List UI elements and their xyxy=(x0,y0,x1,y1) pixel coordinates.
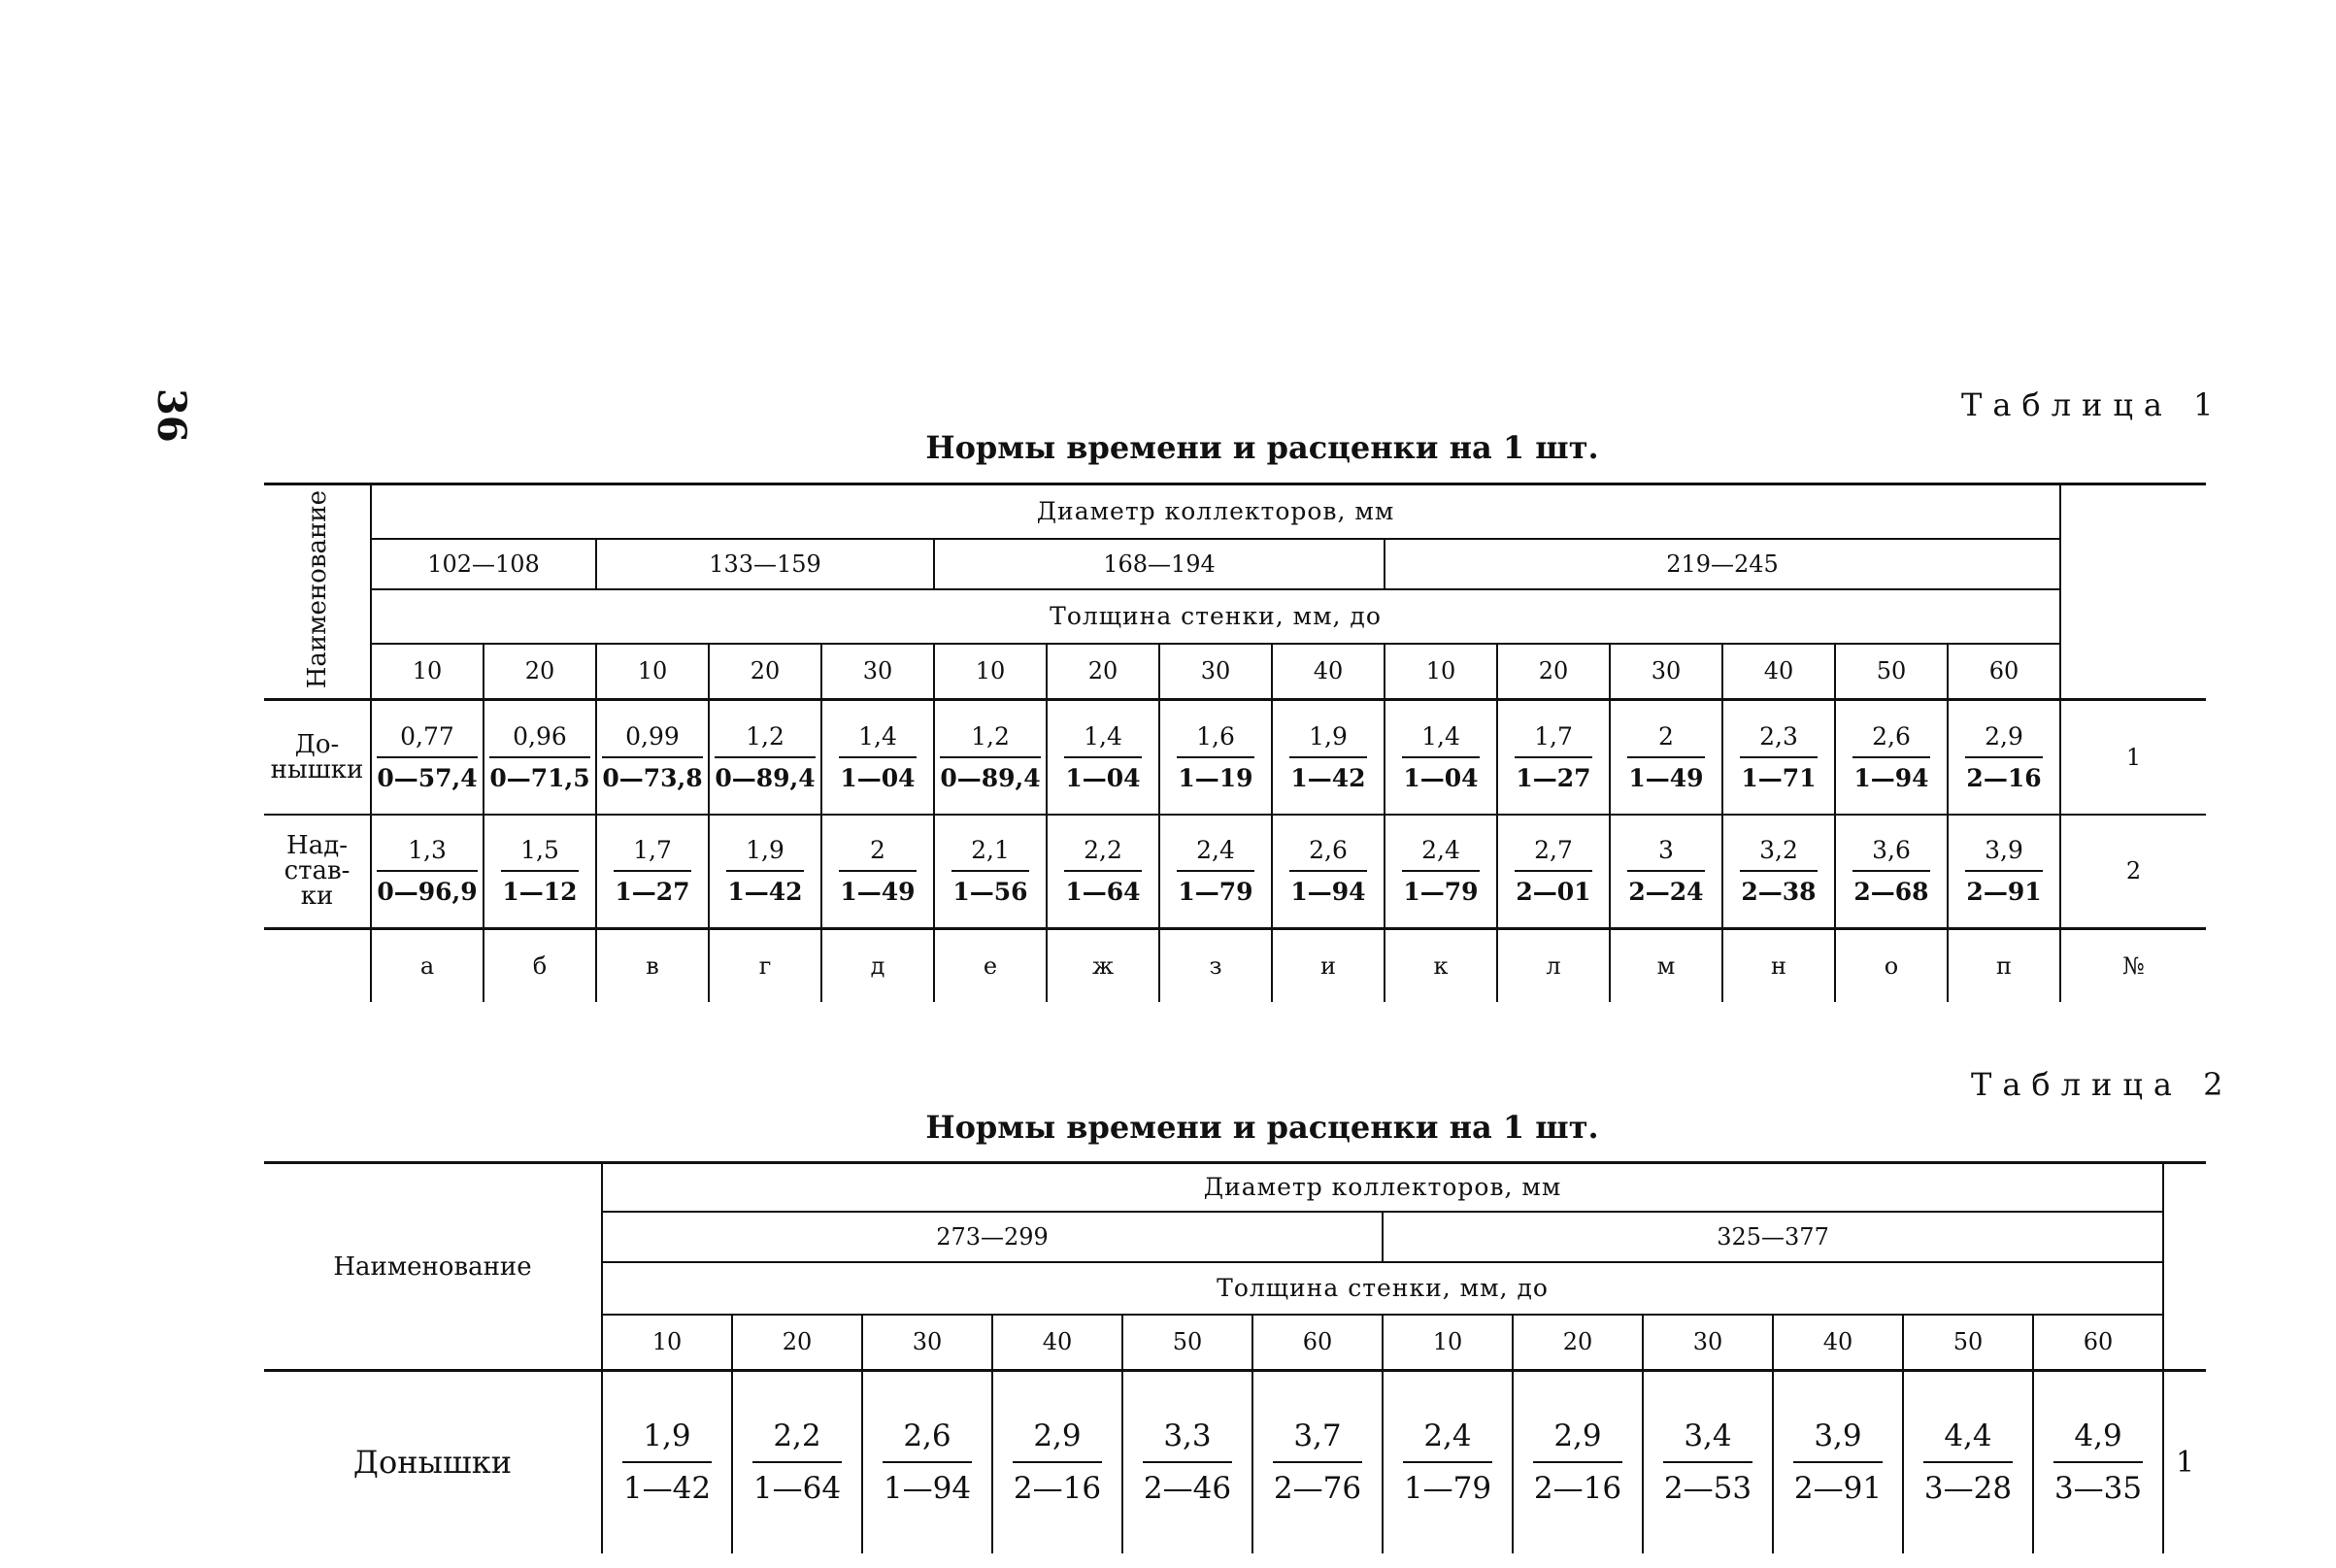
thickness-cell: 40 xyxy=(992,1315,1122,1371)
row-number: 2 xyxy=(2060,815,2206,929)
value-cell xyxy=(596,700,709,815)
value-cell xyxy=(1272,815,1385,929)
norm-rate-fraction xyxy=(377,722,477,792)
thickness-cell: 50 xyxy=(1835,644,1948,700)
time-norm: 1,2 xyxy=(715,722,815,758)
norm-rate-fraction xyxy=(1923,1418,2013,1506)
wall-thickness-header: Толщина стенки, мм, до xyxy=(371,589,2060,644)
norm-rate-fraction xyxy=(614,836,691,906)
column-letter: н xyxy=(1722,929,1835,1002)
value-cell xyxy=(821,815,934,929)
name-column-header: Наименование xyxy=(264,1163,602,1371)
time-norm: 2,4 xyxy=(1402,836,1480,872)
rate-price: 0—96,9 xyxy=(377,878,478,907)
rate-price: 2—16 xyxy=(1533,1471,1622,1507)
column-letter: п xyxy=(1948,929,2060,1002)
row-name: Донышки xyxy=(264,1371,602,1553)
norm-rate-fraction xyxy=(1402,836,1480,906)
column-letter: б xyxy=(484,929,596,1002)
thickness-cell: 30 xyxy=(821,644,934,700)
time-norm: 2,6 xyxy=(1852,722,1930,758)
value-cell xyxy=(1122,1371,1252,1553)
letters-spacer xyxy=(264,929,371,1002)
time-norm: 1,9 xyxy=(622,1418,712,1463)
value-cell xyxy=(709,700,821,815)
value-cell xyxy=(934,815,1047,929)
value-cell xyxy=(1252,1371,1383,1553)
norm-rate-fraction xyxy=(1515,722,1592,792)
value-cell xyxy=(1948,700,2060,815)
rate-price: 2—91 xyxy=(1793,1471,1883,1507)
number-symbol: № xyxy=(2060,929,2206,1002)
table1-title: Нормы времени и расценки на 1 шт. xyxy=(925,429,1599,466)
time-norm: 4,4 xyxy=(1923,1418,2013,1463)
time-norm: 3,6 xyxy=(1852,836,1930,872)
value-cell xyxy=(992,1371,1122,1553)
value-cell xyxy=(484,815,596,929)
rate-price: 0—89,4 xyxy=(715,763,816,792)
time-norm: 1,5 xyxy=(501,836,579,872)
norm-rate-fraction xyxy=(839,722,917,792)
norm-rate-fraction xyxy=(1852,836,1930,906)
norm-rate-fraction xyxy=(883,1418,972,1506)
rate-price: 1—04 xyxy=(840,763,916,792)
value-cell xyxy=(1643,1371,1773,1553)
column-letter: г xyxy=(709,929,821,1002)
table1 xyxy=(264,483,2206,1002)
rate-price: 1—79 xyxy=(1403,878,1479,907)
table2-label: Таблица 2 xyxy=(1971,1066,2234,1103)
norm-rate-fraction xyxy=(1965,836,2043,906)
time-norm: 1,4 xyxy=(839,722,917,758)
wall-thickness-header: Толщина стенки, мм, до xyxy=(602,1262,2163,1315)
norm-rate-fraction xyxy=(1627,722,1705,792)
norm-rate-fraction xyxy=(602,722,702,792)
value-cell xyxy=(1383,1371,1513,1553)
norm-rate-fraction xyxy=(839,836,917,906)
page-number: 36 xyxy=(149,388,194,443)
rate-price: 1—42 xyxy=(622,1471,712,1507)
thickness-cell: 30 xyxy=(1610,644,1722,700)
value-cell xyxy=(1513,1371,1643,1553)
value-cell xyxy=(821,700,934,815)
rate-price: 2—91 xyxy=(1966,878,2042,907)
thickness-cell: 50 xyxy=(1903,1315,2033,1371)
norm-rate-fraction xyxy=(715,722,815,792)
rate-price: 1—27 xyxy=(615,878,690,907)
norm-rate-fraction xyxy=(1064,836,1142,906)
rate-price: 2—68 xyxy=(1853,878,1929,907)
norm-rate-fraction xyxy=(1852,722,1930,792)
time-norm: 2,6 xyxy=(883,1418,972,1463)
norm-rate-fraction xyxy=(501,836,579,906)
value-cell xyxy=(371,815,484,929)
time-norm: 2,2 xyxy=(752,1418,842,1463)
rate-price: 1—04 xyxy=(1065,763,1141,792)
value-cell xyxy=(1835,700,1948,815)
norm-rate-fraction xyxy=(1740,722,1818,792)
value-cell xyxy=(484,700,596,815)
norm-rate-fraction xyxy=(1533,1418,1622,1506)
time-norm: 1,7 xyxy=(1515,722,1592,758)
thickness-cell: 20 xyxy=(1513,1315,1643,1371)
row-name: До- нышки xyxy=(264,700,371,815)
column-letter: з xyxy=(1159,929,1272,1002)
time-norm: 1,9 xyxy=(1289,722,1367,758)
column-letter: к xyxy=(1385,929,1497,1002)
column-letter: е xyxy=(934,929,1047,1002)
norm-rate-fraction xyxy=(2053,1418,2143,1506)
norm-rate-fraction xyxy=(1627,836,1705,906)
rate-price: 0—71,5 xyxy=(489,763,590,792)
diameter-group: 102—108 xyxy=(371,539,596,589)
time-norm: 2,7 xyxy=(1515,836,1592,872)
value-cell xyxy=(2033,1371,2163,1553)
diameter-group: 325—377 xyxy=(1383,1212,2163,1262)
thickness-cell: 10 xyxy=(934,644,1047,700)
value-cell xyxy=(732,1371,862,1553)
name-header-text: Наименование xyxy=(302,490,332,689)
time-norm: 3,9 xyxy=(1965,836,2043,872)
rate-price: 1—64 xyxy=(752,1471,842,1507)
rate-price: 1—42 xyxy=(727,878,803,907)
name-column-header xyxy=(264,484,371,700)
row-number: 1 xyxy=(2060,700,2206,815)
value-cell xyxy=(1497,815,1610,929)
value-cell xyxy=(602,1371,732,1553)
value-cell xyxy=(1610,815,1722,929)
time-norm: 2,6 xyxy=(1289,836,1367,872)
time-norm: 0,96 xyxy=(489,722,589,758)
norm-rate-fraction xyxy=(1663,1418,1752,1506)
norm-rate-fraction xyxy=(377,836,477,906)
column-letter: м xyxy=(1610,929,1722,1002)
norm-rate-fraction xyxy=(1289,836,1367,906)
column-letter: а xyxy=(371,929,484,1002)
table1-label: Таблица 1 xyxy=(1961,386,2224,423)
time-norm: 2,4 xyxy=(1403,1418,1492,1463)
norm-rate-fraction xyxy=(489,722,589,792)
column-letter: о xyxy=(1835,929,1948,1002)
time-norm: 1,7 xyxy=(614,836,691,872)
rate-price: 1—79 xyxy=(1178,878,1253,907)
value-cell xyxy=(1722,700,1835,815)
norm-rate-fraction xyxy=(951,836,1029,906)
column-letter: д xyxy=(821,929,934,1002)
thickness-cell: 60 xyxy=(2033,1315,2163,1371)
time-norm: 2 xyxy=(839,836,917,872)
time-norm: 3,4 xyxy=(1663,1418,1752,1463)
thickness-cell: 20 xyxy=(709,644,821,700)
rate-price: 2—16 xyxy=(1013,1471,1102,1507)
time-norm: 0,77 xyxy=(377,722,477,758)
value-cell xyxy=(709,815,821,929)
thickness-cell: 30 xyxy=(1643,1315,1773,1371)
time-norm: 1,9 xyxy=(726,836,804,872)
norm-rate-fraction xyxy=(1740,836,1818,906)
thickness-cell: 20 xyxy=(1497,644,1610,700)
time-norm: 2 xyxy=(1627,722,1705,758)
time-norm: 2,9 xyxy=(1013,1418,1102,1463)
norm-rate-fraction xyxy=(1273,1418,1362,1506)
rate-price: 1—12 xyxy=(502,878,578,907)
rate-price: 2—46 xyxy=(1143,1471,1232,1507)
norm-rate-fraction xyxy=(1515,836,1592,906)
norm-rate-fraction xyxy=(1965,722,2043,792)
time-norm: 3 xyxy=(1627,836,1705,872)
rate-price: 2—76 xyxy=(1273,1471,1362,1507)
number-column-header xyxy=(2060,484,2206,700)
thickness-cell: 50 xyxy=(1122,1315,1252,1371)
value-cell xyxy=(1610,700,1722,815)
value-cell xyxy=(1385,815,1497,929)
diameter-group: 273—299 xyxy=(602,1212,1383,1262)
value-cell xyxy=(1903,1371,2033,1553)
diameter-header: Диаметр коллекторов, мм xyxy=(602,1163,2163,1212)
norm-rate-fraction xyxy=(1013,1418,1102,1506)
rate-price: 1—04 xyxy=(1403,763,1479,792)
value-cell xyxy=(862,1371,992,1553)
diameter-header: Диаметр коллекторов, мм xyxy=(371,484,2060,539)
rate-price: 1—49 xyxy=(840,878,916,907)
thickness-cell: 40 xyxy=(1722,644,1835,700)
time-norm: 2,9 xyxy=(1965,722,2043,758)
rate-price: 2—01 xyxy=(1516,878,1591,907)
diameter-group: 168—194 xyxy=(934,539,1385,589)
time-norm: 1,2 xyxy=(940,722,1040,758)
rate-price: 2—53 xyxy=(1663,1471,1752,1507)
thickness-cell: 10 xyxy=(596,644,709,700)
rate-price: 2—16 xyxy=(1966,763,2042,792)
rate-price: 1—56 xyxy=(952,878,1028,907)
rate-price: 1—94 xyxy=(1290,878,1366,907)
column-letter: л xyxy=(1497,929,1610,1002)
rate-price: 1—94 xyxy=(883,1471,972,1507)
thickness-cell: 60 xyxy=(1252,1315,1383,1371)
rate-price: 3—28 xyxy=(1923,1471,2013,1507)
time-norm: 2,4 xyxy=(1177,836,1254,872)
time-norm: 2,1 xyxy=(951,836,1029,872)
norm-rate-fraction xyxy=(940,722,1040,792)
rate-price: 1—42 xyxy=(1290,763,1366,792)
rate-price: 1—79 xyxy=(1403,1471,1492,1507)
thickness-cell: 60 xyxy=(1948,644,2060,700)
value-cell xyxy=(1497,700,1610,815)
rate-price: 1—64 xyxy=(1065,878,1141,907)
time-norm: 1,6 xyxy=(1177,722,1254,758)
value-cell xyxy=(1773,1371,1903,1553)
rate-price: 2—24 xyxy=(1628,878,1704,907)
thickness-cell: 10 xyxy=(1383,1315,1513,1371)
time-norm: 2,3 xyxy=(1740,722,1818,758)
thickness-cell: 20 xyxy=(732,1315,862,1371)
norm-rate-fraction xyxy=(1143,1418,1232,1506)
time-norm: 2,9 xyxy=(1533,1418,1622,1463)
rate-price: 3—35 xyxy=(2053,1471,2143,1507)
value-cell xyxy=(1722,815,1835,929)
value-cell xyxy=(371,700,484,815)
norm-rate-fraction xyxy=(1289,722,1367,792)
diameter-group: 219—245 xyxy=(1385,539,2060,589)
value-cell xyxy=(596,815,709,929)
table2 xyxy=(264,1161,2206,1553)
norm-rate-fraction xyxy=(1403,1418,1492,1506)
value-cell xyxy=(1948,815,2060,929)
time-norm: 0,99 xyxy=(602,722,702,758)
time-norm: 3,7 xyxy=(1273,1418,1362,1463)
norm-rate-fraction xyxy=(1177,722,1254,792)
norm-rate-fraction xyxy=(1793,1418,1883,1506)
value-cell xyxy=(1159,815,1272,929)
rate-price: 1—27 xyxy=(1516,763,1591,792)
column-letter: ж xyxy=(1047,929,1159,1002)
value-cell xyxy=(1272,700,1385,815)
rate-price: 0—73,8 xyxy=(602,763,703,792)
time-norm: 3,9 xyxy=(1793,1418,1883,1463)
norm-rate-fraction xyxy=(1402,722,1480,792)
norm-rate-fraction xyxy=(752,1418,842,1506)
column-letter: и xyxy=(1272,929,1385,1002)
thickness-cell: 30 xyxy=(862,1315,992,1371)
value-cell xyxy=(1047,815,1159,929)
time-norm: 2,2 xyxy=(1064,836,1142,872)
time-norm: 4,9 xyxy=(2053,1418,2143,1463)
rate-price: 2—38 xyxy=(1741,878,1817,907)
thickness-cell: 10 xyxy=(1385,644,1497,700)
time-norm: 1,3 xyxy=(377,836,477,872)
rate-price: 1—94 xyxy=(1853,763,1929,792)
row-name: Над- став- ки xyxy=(264,815,371,929)
norm-rate-fraction xyxy=(726,836,804,906)
thickness-cell: 40 xyxy=(1773,1315,1903,1371)
thickness-cell: 40 xyxy=(1272,644,1385,700)
value-cell xyxy=(1047,700,1159,815)
thickness-cell: 20 xyxy=(484,644,596,700)
time-norm: 3,2 xyxy=(1740,836,1818,872)
time-norm: 1,4 xyxy=(1402,722,1480,758)
time-norm: 1,4 xyxy=(1064,722,1142,758)
thickness-cell: 10 xyxy=(371,644,484,700)
value-cell xyxy=(1385,700,1497,815)
column-letter: в xyxy=(596,929,709,1002)
thickness-cell: 20 xyxy=(1047,644,1159,700)
norm-rate-fraction xyxy=(1177,836,1254,906)
diameter-group: 133—159 xyxy=(596,539,934,589)
value-cell xyxy=(1835,815,1948,929)
rate-price: 1—19 xyxy=(1178,763,1253,792)
rate-price: 1—49 xyxy=(1628,763,1704,792)
norm-rate-fraction xyxy=(1064,722,1142,792)
rate-price: 1—71 xyxy=(1741,763,1817,792)
table2-title: Нормы времени и расценки на 1 шт. xyxy=(925,1109,1599,1146)
row-number: 1 xyxy=(2163,1371,2206,1553)
thickness-cell: 30 xyxy=(1159,644,1272,700)
norm-rate-fraction xyxy=(622,1418,712,1506)
rate-price: 0—57,4 xyxy=(377,763,478,792)
value-cell xyxy=(934,700,1047,815)
time-norm: 3,3 xyxy=(1143,1418,1232,1463)
rate-price: 0—89,4 xyxy=(940,763,1041,792)
value-cell xyxy=(1159,700,1272,815)
thickness-cell: 10 xyxy=(602,1315,732,1371)
number-column-header xyxy=(2163,1163,2206,1371)
